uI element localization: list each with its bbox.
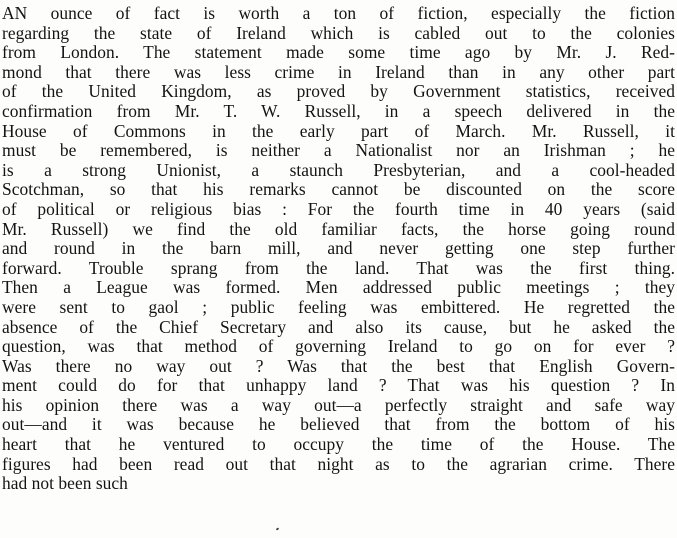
- article-line-22: out—and it was because he believed that from the bottom of his: [2, 414, 675, 435]
- article-line-11: of political or religious bias : For the fourth time in 40 years (said: [2, 198, 675, 219]
- article-line-21: his opinion there was a way out—a perfectly straight and safe way: [2, 394, 675, 415]
- article-line-2: regarding the state of Ireland which is cabled out to the colonies: [2, 22, 675, 43]
- article-line-23: heart that he ventured to occupy the time of the House. The: [2, 434, 675, 455]
- article-text: [2, 4, 675, 494]
- article-line-16: were sent to gaol ; public feeling was embittered. He regretted the: [2, 296, 675, 317]
- article-line-15: Then a League was formed. Men addressed public meetings ; they: [2, 277, 675, 298]
- article-line-19: Was there no way out ? Was that the best that English Govern-: [2, 355, 675, 376]
- article-line-17: absence of the Chief Secretary and also its cause, but he asked the: [2, 316, 675, 337]
- article-line-7: House of Commons in the early part of March. Mr. Russell, it: [2, 120, 675, 141]
- article-line-10: Scotchman, so that his remarks cannot be discounted on the score: [2, 179, 675, 200]
- article-line-20: ment could do for that unhappy land ? That was his question ? In: [2, 375, 675, 396]
- article-line-1: AN ounce of fact is worth a ton of fiction, especially the fiction: [2, 3, 675, 23]
- article-line-8: must be remembered, is neither a Nationalist nor an Irishman ; he: [2, 140, 675, 161]
- article-line-12: Mr. Russell) we find the old familiar facts, the horse going round: [2, 218, 675, 239]
- ink-speck: [276, 527, 280, 530]
- article-line-6: confirmation from Mr. T. W. Russell, in a speech delivered in the: [2, 100, 675, 121]
- article-line-5: of the United Kingdom, as proved by Government statistics, received: [2, 81, 675, 102]
- article-line-4: mond that there was less crime in Ireland than in any other part: [2, 61, 675, 82]
- article-line-24: figures had been read out that night as to the agrarian crime. There: [2, 453, 675, 474]
- article-line-3: from London. The statement made some time ago by Mr. J. Red-: [2, 42, 675, 63]
- article-line-14: forward. Trouble sprang from the land. That was the first thing.: [2, 257, 675, 278]
- article-line-18: question, was that method of governing Ireland to go on for ever ?: [2, 336, 675, 357]
- article-line-9: is a strong Unionist, a staunch Presbyterian, and a cool-headed: [2, 159, 675, 180]
- article-line-13: and round in the barn mill, and never getting one step further: [2, 238, 675, 259]
- article-line-25: had not been such: [2, 473, 128, 494]
